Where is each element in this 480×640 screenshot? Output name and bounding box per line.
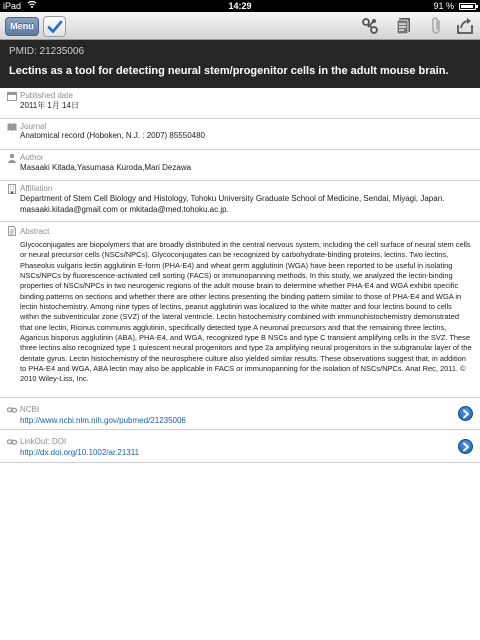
- author-section: [0, 150, 480, 181]
- book-icon: [7, 122, 17, 132]
- status-bar: [0, 0, 480, 12]
- affiliation-label: Affiliation: [20, 184, 53, 193]
- menu-button[interactable]: Menu: [5, 17, 39, 36]
- attachment-icon[interactable]: [427, 16, 447, 36]
- abstract-text: Glycoconjugates are biopolymers that are broadly distributed in the central nervous system, including the cell surface of neural stem cells or neural precursor cells (NSCs/NPCs). Glycoconjugates can be recognized by carbohydrate-binding proteins, lectins. Two lectins, Phaseolus vulgaris lectin agglutinin E-form (PHA-E4) and wheat germ agglutinin (WGA) have been reported to be useful in isolating NSCs/NPCs by fluorescence-activated cell sorting (FACS) or immunopanning methods. In this study, we analyzed the lectin-binding properties of NSCs/NPCs in two neurogenic regions of the adult mouse brain to determine whether PHA-E4 and WGA exhibit specific binding patterns on sections and whether there are other lectins presenting the binding pattern similar to those of PHA-E4 and WGA in lectin histochemistry. Among nine types of lectins, peanut agglutinin was localized to the white matter and four lectins bound to cells within the subventricular zone (SVZ) of the lateral ventricle. Lectin histochemistry combined with immunohistochemistry demonstrated that one lectin, Ricinus communis agglutinin, specifically detected type A neuronal precursors and that the remaining three lectins, Agaricus bisporus agglutinin (ABA), PHA-E4, and WGA, recognized type B NSCs and type C transient amplifying cells in the SVZ. These three lectins also recognized type 1 quiescent neural progenitors and type 2a amplifying neural progenitors in the subgranular layer of the dentate gyrus. Lectin histochemistry of the neurosphere culture also yielded similar results. These observations suggest that, in addition to PHA-E4 and WGA, ABA lectin may also be applicable in FACS or immunopanning for the isolation of NSCs/NPCs. Anat Rec, 2011. © 2010 Wiley-Liss, Inc.: [20, 240, 472, 384]
- ncbi-disclosure-button[interactable]: [458, 406, 473, 421]
- ncbi-label: NCBI: [20, 405, 40, 414]
- ncbi-section[interactable]: [0, 398, 480, 430]
- journal-label: Journal: [20, 122, 47, 131]
- empty-content-area: [0, 463, 480, 640]
- article-header: [0, 40, 480, 88]
- affiliation-line-2: masaaki.kitada@gmail.com or mkitada@med.tohoku.ac.jp.: [20, 205, 229, 214]
- carrier-label: iPad: [3, 1, 22, 11]
- linkout-section[interactable]: [0, 430, 480, 463]
- article-title: Lectins as a tool for detecting neural stem/progenitor cells in the adult mouse brain.: [9, 65, 449, 77]
- linkout-label: LinkOut: DOI: [20, 437, 67, 446]
- mark-read-button[interactable]: [43, 16, 66, 37]
- battery-percent: 91 %: [433, 1, 454, 11]
- share-icon[interactable]: [360, 16, 380, 36]
- action-icon[interactable]: [455, 16, 475, 36]
- abstract-label: Abstract: [20, 227, 50, 236]
- person-icon: [7, 153, 17, 163]
- author-label: Author: [20, 153, 44, 162]
- document-icon: [7, 226, 17, 236]
- building-icon: [7, 184, 17, 194]
- affiliation-line-1: Department of Stem Cell Biology and Histology, Tohoku University Graduate School of Medicine, Sendai, Miyagi, Japan.: [20, 194, 445, 203]
- affiliation-section: [0, 181, 480, 222]
- published-label: Published date: [20, 91, 73, 100]
- clock: 14:29: [228, 1, 252, 11]
- published-value: 2011年 1月 14日: [20, 101, 79, 110]
- link-icon: [7, 405, 17, 415]
- linkout-disclosure-button[interactable]: [458, 439, 473, 454]
- linkout-link[interactable]: http://dx.doi.org/10.1002/ar.21311: [20, 448, 140, 457]
- chevron-right-icon: [462, 409, 470, 419]
- author-value: Masaaki Kitada,Yasumasa Kuroda,Mari Dezawa: [20, 163, 192, 172]
- chevron-right-icon: [462, 442, 470, 452]
- checkmark-icon: [47, 19, 63, 35]
- published-section: [0, 88, 480, 119]
- pmid-label: PMID: 21235006: [9, 46, 85, 57]
- journal-value: Anatomical record (Hoboken, N.J. : 2007) 85550480: [20, 131, 205, 140]
- toolbar: [0, 12, 480, 40]
- calendar-icon: [7, 91, 17, 101]
- notes-icon[interactable]: [394, 16, 414, 36]
- journal-section: [0, 119, 480, 150]
- link-icon: [7, 437, 17, 447]
- ncbi-link[interactable]: http://www.ncbi.nlm.nih.gov/pubmed/21235006: [20, 416, 186, 425]
- abstract-section: [0, 222, 480, 398]
- battery-icon: [459, 3, 476, 10]
